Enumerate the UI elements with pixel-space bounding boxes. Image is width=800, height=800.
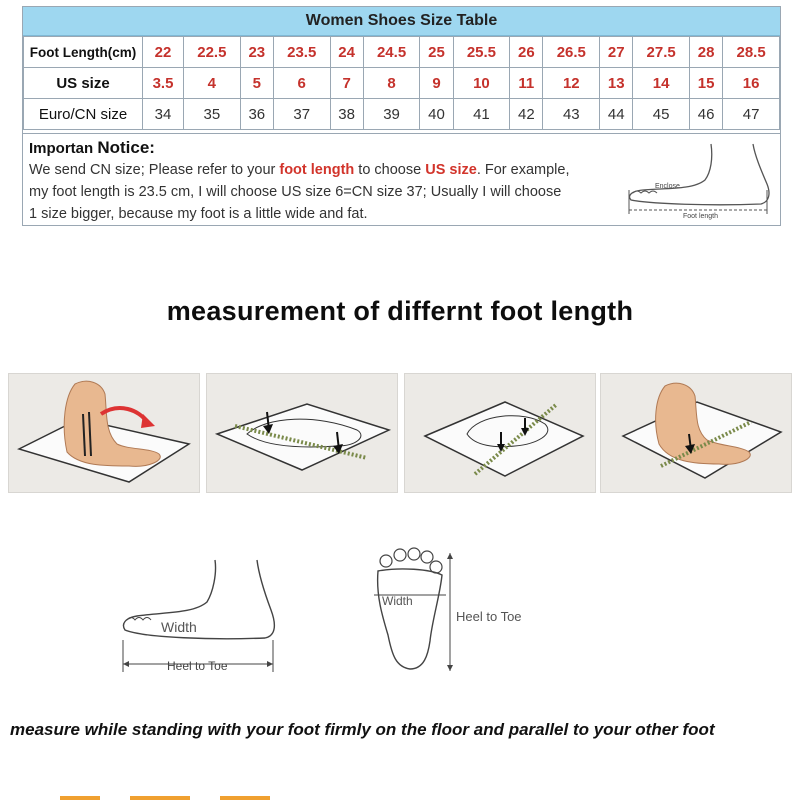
- table-cell: 3.5: [143, 68, 184, 99]
- table-cell: 26.5: [543, 37, 600, 68]
- table-cell: 43: [543, 99, 600, 130]
- table-cell: 13: [600, 68, 633, 99]
- table-cell: 37: [273, 99, 330, 130]
- width-label: Width: [382, 594, 413, 608]
- notice-text-part: . For example,: [476, 162, 570, 178]
- table-row: [24, 99, 780, 130]
- heel-to-toe-label: Heel to Toe: [456, 609, 522, 624]
- table-cell: 38: [330, 99, 363, 130]
- notice-text-part: We send CN size; Please refer to your: [29, 162, 280, 178]
- table-cell: 47: [723, 99, 780, 130]
- notice-line-1: [29, 159, 619, 181]
- table-cell: 7: [330, 68, 363, 99]
- table-cell: 23.5: [273, 37, 330, 68]
- notice-text: [29, 159, 619, 225]
- table-cell: 44: [600, 99, 633, 130]
- section-headline: measurement of differnt foot length: [166, 296, 634, 326]
- table-cell: 26: [510, 37, 543, 68]
- foot-top-view-diagram: [370, 545, 530, 680]
- foot-side-illustration: [621, 138, 773, 222]
- table-cell: 5: [240, 68, 273, 99]
- table-cell: 22.5: [184, 37, 241, 68]
- size-table: [23, 36, 780, 130]
- table-cell: 27.5: [633, 37, 690, 68]
- table-cell: 22: [143, 37, 184, 68]
- table-cell: 12: [543, 68, 600, 99]
- table-row: [24, 68, 780, 99]
- decorative-orange-marks: [60, 792, 280, 800]
- table-cell: 34: [143, 99, 184, 130]
- notice-title: [29, 138, 155, 158]
- row-label: Foot Length(cm): [24, 37, 143, 68]
- foot-length-highlight: foot length: [279, 162, 355, 178]
- heel-to-toe-label: Heel to Toe: [167, 659, 228, 673]
- table-cell: 39: [363, 99, 420, 130]
- photo-ruler-beside-foot-outline: [206, 373, 398, 493]
- table-cell: 25: [420, 37, 453, 68]
- table-cell: 45: [633, 99, 690, 130]
- table-cell: 28.5: [723, 37, 780, 68]
- table-cell: 14: [633, 68, 690, 99]
- table-cell: 27: [600, 37, 633, 68]
- notice-title-b: Notice:: [97, 138, 155, 157]
- us-size-highlight: US size: [425, 162, 477, 178]
- table-cell: 28: [689, 37, 722, 68]
- photo-ruler-across-foot-outline: [404, 373, 596, 493]
- table-cell: 15: [689, 68, 722, 99]
- table-cell: 24: [330, 37, 363, 68]
- table-cell: 4: [184, 68, 241, 99]
- table-row: [24, 37, 780, 68]
- row-label: Euro/CN size: [24, 99, 143, 130]
- foot-side-view-diagram: [115, 548, 285, 678]
- table-cell: 11: [510, 68, 543, 99]
- size-table-card: [22, 6, 781, 226]
- table-cell: 40: [420, 99, 453, 130]
- table-cell: 41: [453, 99, 510, 130]
- photo-foot-heel-against-wall: [8, 373, 200, 493]
- notice-line-3: 1 size bigger, because my foot is a little wide and fat.: [29, 206, 368, 222]
- foot-length-label: Foot length: [683, 213, 719, 220]
- enclose-label: Enclose: [655, 183, 680, 190]
- table-cell: 42: [510, 99, 543, 130]
- table-cell: 36: [240, 99, 273, 130]
- table-cell: 16: [723, 68, 780, 99]
- table-cell: 6: [273, 68, 330, 99]
- table-cell: 35: [184, 99, 241, 130]
- table-cell: 10: [453, 68, 510, 99]
- width-label: Width: [161, 619, 197, 635]
- table-cell: 23: [240, 37, 273, 68]
- table-cell: 46: [689, 99, 722, 130]
- table-cell: 24.5: [363, 37, 420, 68]
- notice-text-part: to choose: [354, 162, 426, 178]
- notice-title-a: Importan: [29, 140, 94, 157]
- row-label: US size: [24, 68, 143, 99]
- photo-ruler-around-foot: [600, 373, 792, 493]
- table-cell: 25.5: [453, 37, 510, 68]
- measurement-instruction: measure while standing with your foot firmly on the floor and parallel to your other foot: [10, 720, 715, 739]
- table-cell: 9: [420, 68, 453, 99]
- notice-line-2: my foot length is 23.5 cm, I will choose US size 6=CN size 37; Usually I will choose: [29, 184, 562, 200]
- notice-section: [23, 133, 780, 226]
- table-cell: 8: [363, 68, 420, 99]
- table-title: Women Shoes Size Table: [23, 7, 780, 36]
